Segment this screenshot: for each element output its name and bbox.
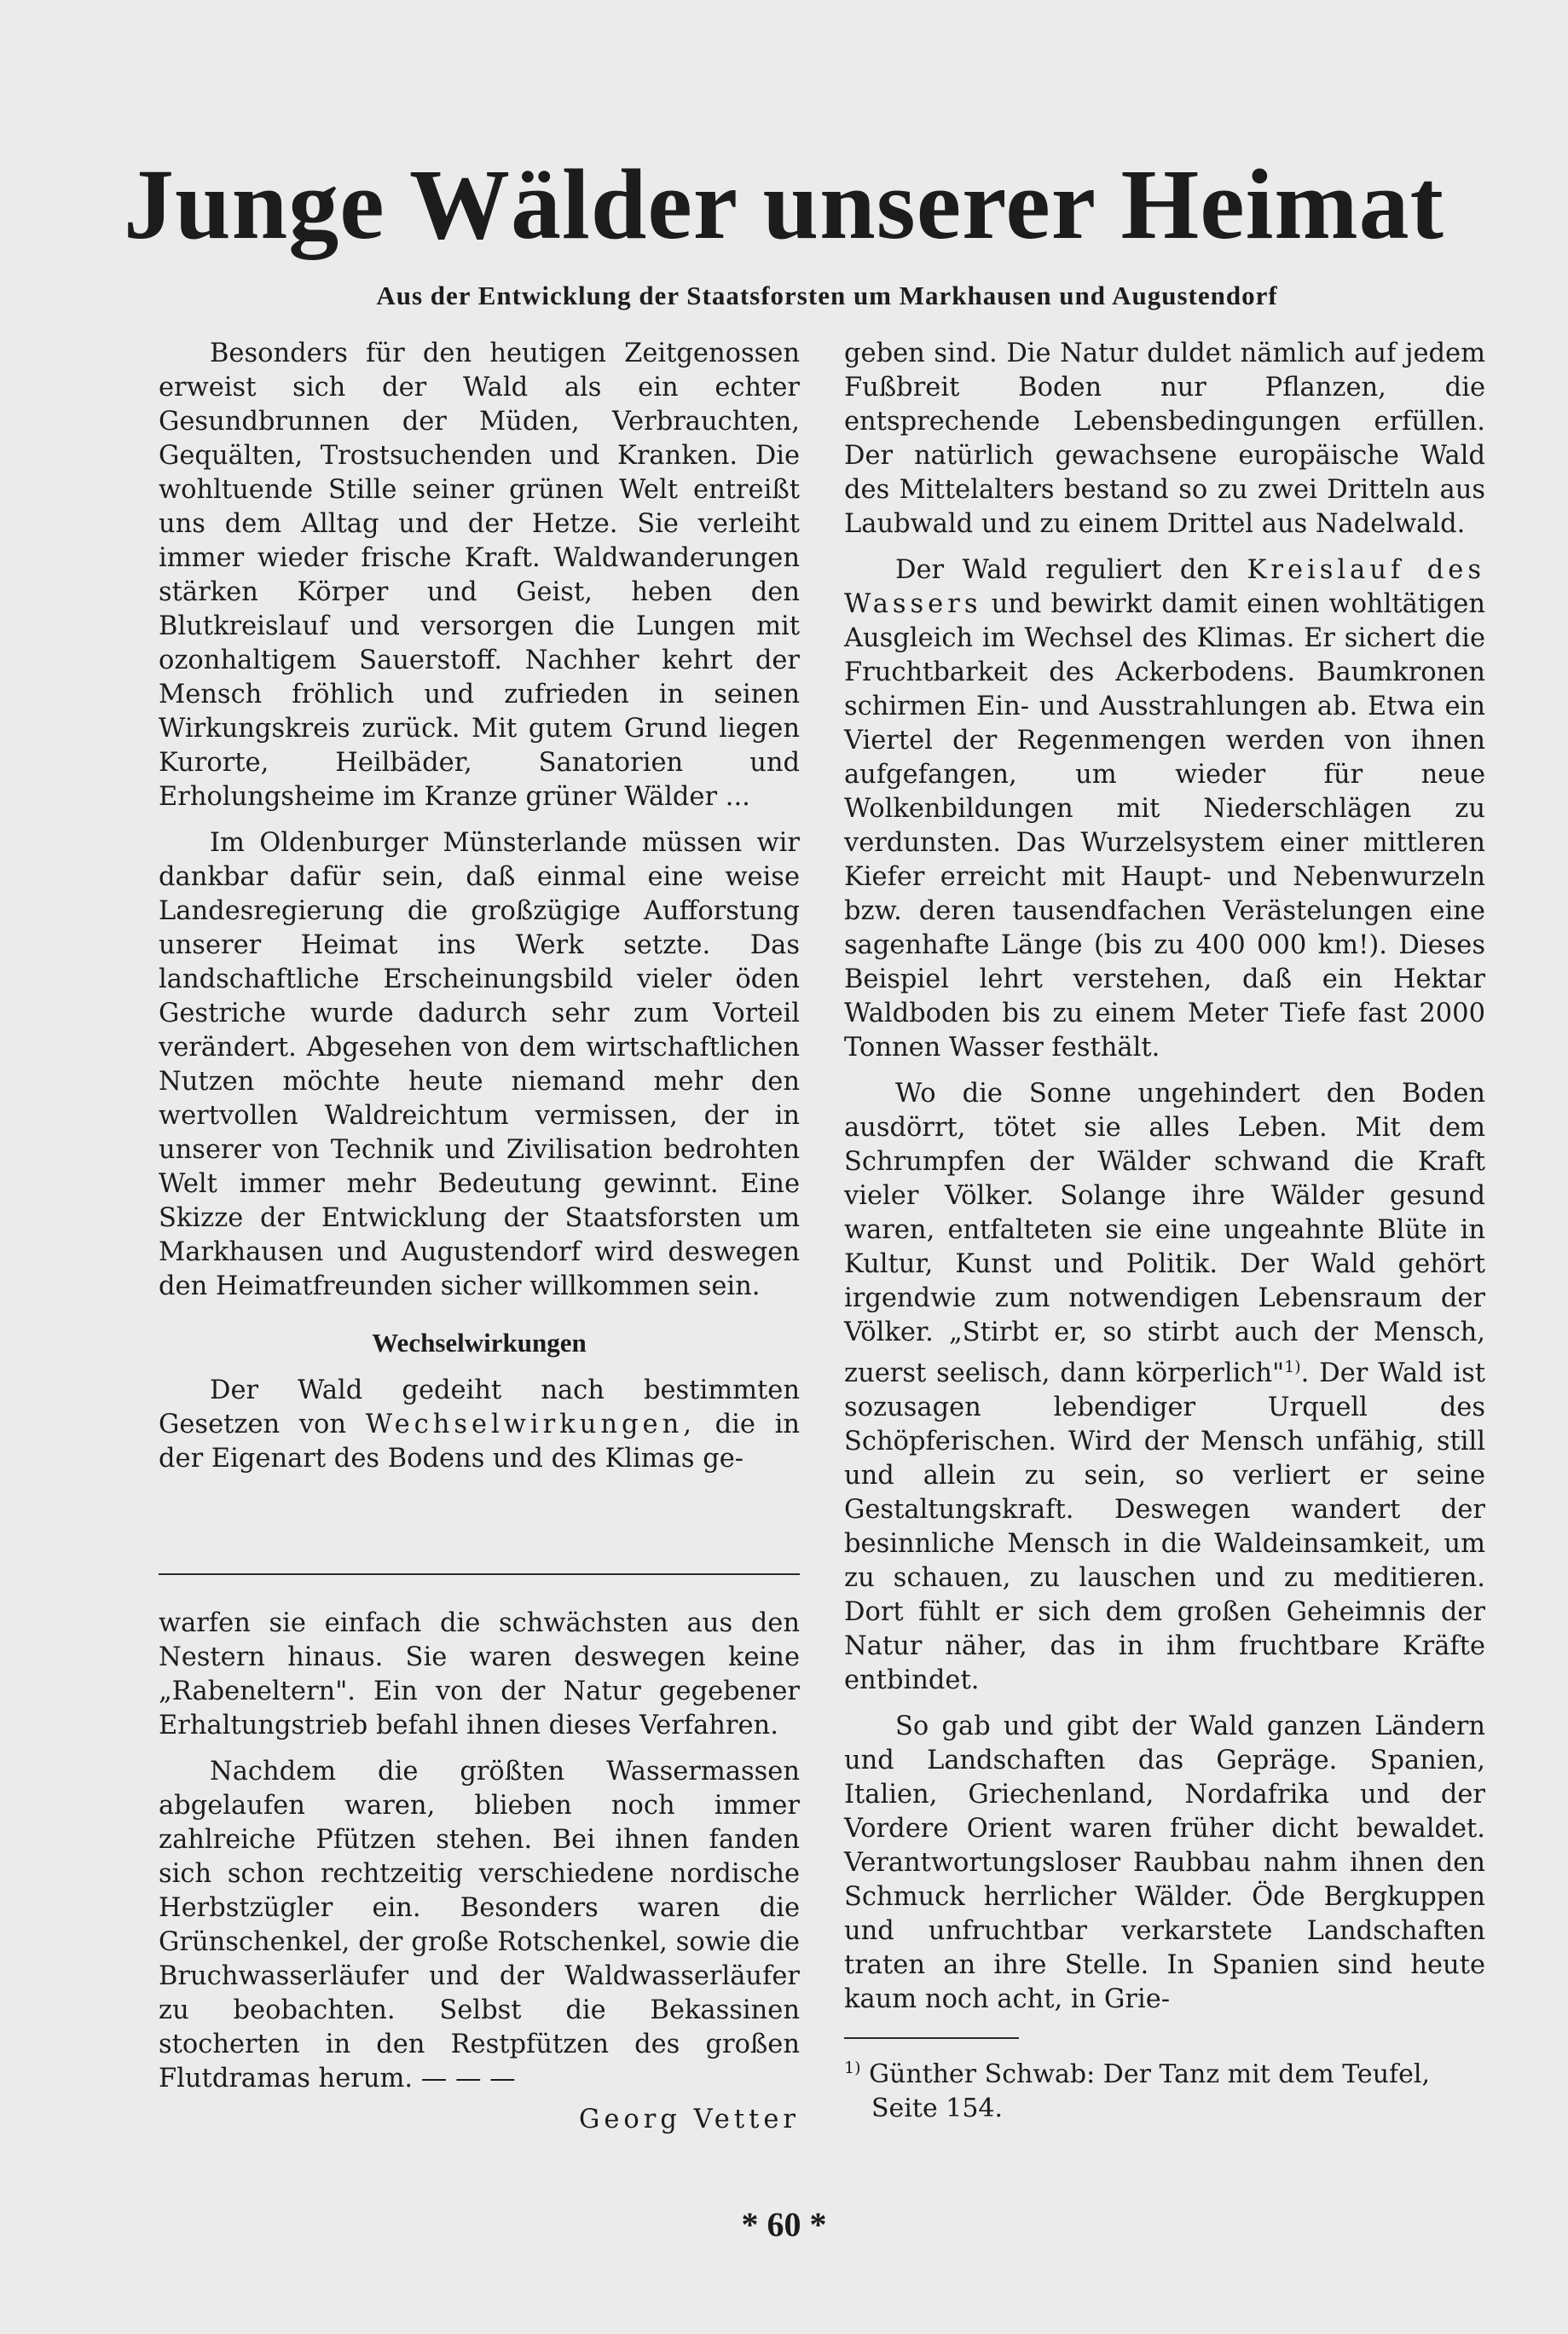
page-number: * 60 *: [741, 2205, 827, 2244]
footnote-reference: 1): [1284, 1358, 1301, 1376]
subtitle: Aus der Entwicklung der Staatsforsten um Markhausen und Augustendorf: [376, 281, 1278, 310]
paragraph: Besonders für den heutigen Zeitgenossen erweist sich der Wald als ein echter Gesundbrunnen der Müden, Verbrauchten, Gequälten, Trostsuchenden und Kranken. Die wohltuende Stille seiner grünen Welt entreißt uns dem Alltag und der Hetze. Sie verleiht immer wieder frische Kraft. Waldwanderungen stärken Körper und Geist, heben den Blutkreislauf und versorgen die Lungen mit ozonhaltigem Sauerstoff. Nachher kehrt der Mensch fröhlich und zufrieden in seinen Wirkungskreis zurück. Mit gutem Grund liegen Kurorte, Heilbäder, Sanatorien und Erholungsheime im Kranze grüner Wälder ...: [159, 339, 800, 812]
paragraph: Nachdem die größten Wassermassen abgelaufen waren, blieben noch immer zahlreiche Pfützen stehen. Bei ihnen fanden sich schon rechtzeitig verschiedene nordische Herbstzügler ein. Besonders waren die Grünschenkel, der große Rotschenkel, sowie die Bruchwasserläufer und der Waldwasserläufer zu beobachten. Selbst die Bekassinen stocherten in den Restpfützen des großen Flutdramas herum. — — —: [159, 1757, 800, 2094]
section-heading: Wechselwirkungen: [372, 1328, 587, 1358]
left-column-bottom: [159, 1607, 800, 2137]
paragraph: warfen sie einfach die schwächsten aus den Nestern hinaus. Sie waren deswegen keine „Rabeneltern". Ein von der Natur gegebener Erhaltungstrieb befahl ihnen dieses Verfahren.: [159, 1608, 800, 1740]
footnote: [844, 2051, 1485, 2126]
spaced-emphasis: Kreislauf des Wassers: [844, 555, 1485, 619]
footnote-mark: 1): [844, 2059, 861, 2078]
paragraph: Der Wald reguliert den Kreislauf des Wassers und bewirkt damit einen wohltätigen Ausgleich im Wechsel des Klimas. Er sichert die Fruchtbarkeit des Ackerbodens. Baumkronen schirmen Ein- und Ausstrahlungen ab. Etwa ein Viertel der Regenmengen werden von ihnen aufgefangen, um wieder für neue Wolkenbildungen mit Niederschlägen zu verdunsten. Das Wurzelsystem einer mittleren Kiefer erreicht mit Haupt- und Nebenwurzeln bzw. deren tausendfachen Verästelungen eine sagenhafte Länge (bis zu 400 000 km!). Dieses Beispiel lehrt verstehen, daß ein Hektar Waldboden bis zu einem Meter Tiefe fast 2000 Tonnen Wasser festhält.: [844, 555, 1485, 1063]
paragraph: Im Oldenburger Münsterlande müssen wir dankbar dafür sein, daß einmal eine weise Landesregierung die großzügige Aufforstung unserer Heimat ins Werk setzte. Das landschaftliche Erscheinungsbild vieler öden Gestriche wurde dadurch sehr zum Vorteil verändert. Abgesehen von dem wirtschaftlichen Nutzen möchte heute niemand mehr den wertvollen Waldreichtum vermissen, der in unserer von Technik und Zivilisation bedrohten Welt immer mehr Bedeutung gewinnt. Eine Skizze der Entwicklung der Staatsforsten um Markhausen und Augustendorf wird deswegen den Heimatfreunden sicher willkommen sein.: [159, 828, 800, 1301]
paragraph: So gab und gibt der Wald ganzen Ländern und Landschaften das Gepräge. Spanien, Italien, Griechenland, Nordafrika und der Vordere Orient waren früher dicht bewaldet. Verantwortungsloser Raubbau nahm ihnen den Schmuck herrlicher Wälder. Öde Bergkuppen und unfruchtbar verkarstete Landschaften traten an ihre Stelle. In Spanien sind heute kaum noch acht, in Grie-: [844, 1711, 1485, 2015]
page-title: Junge Wälder unserer Heimat: [124, 148, 1444, 260]
footnote-text: Günther Schwab: Der Tanz mit dem Teufel, Seite 154.: [869, 2059, 1430, 2124]
author-signature: Georg Vetter: [579, 2105, 800, 2134]
column-divider-rule: [159, 1573, 800, 1575]
paragraph: geben sind. Die Natur duldet nämlich auf jedem Fußbreit Boden nur Pflanzen, die entsprechende Lebensbedingungen erfüllen. Der natürlich gewachsene europäische Wald des Mittelalters bestand so zu zwei Dritteln aus Laubwald und zu einem Drittel aus Nadelwald.: [844, 339, 1485, 539]
paragraph: Wo die Sonne ungehindert den Boden ausdörrt, tötet sie alles Leben. Mit dem Schrumpfen der Wälder schwand die Kraft vieler Völker. Solange ihre Wälder gesund waren, entfalteten sie eine ungeahnte Blüte in Kultur, Kunst und Politik. Der Wald gehört irgendwie zum notwendigen Lebensraum der Völker. „Stirbt er, so stirbt auch der Mensch, zuerst seelisch, dann körperlich"$^{1)}$. Der Wald ist sozusagen lebendiger Urquell des Schöpferischen. Wird der Mensch unfähig, still und allein zu sein, so verliert er seine Gestaltungskraft. Deswegen wandert der besinnliche Mensch in die Waldeinsamkeit, um zu schauen, zu lauschen und zu meditieren. Dort fühlt er sich dem großen Geheimnis der Natur näher, das in ihm fruchtbare Kräfte entbindet.: [844, 1079, 1486, 1696]
footnote-rule: [844, 2037, 1019, 2039]
paragraph: Der Wald gedeiht nach bestimmten Gesetzen von Wechselwirkungen, die in der Eigenart des Bodens und des Klimas ge-: [159, 1375, 800, 1474]
right-column: [844, 337, 1485, 2126]
left-column-top: [159, 337, 800, 1476]
spaced-emphasis: Wechselwirkungen,: [365, 1410, 696, 1439]
